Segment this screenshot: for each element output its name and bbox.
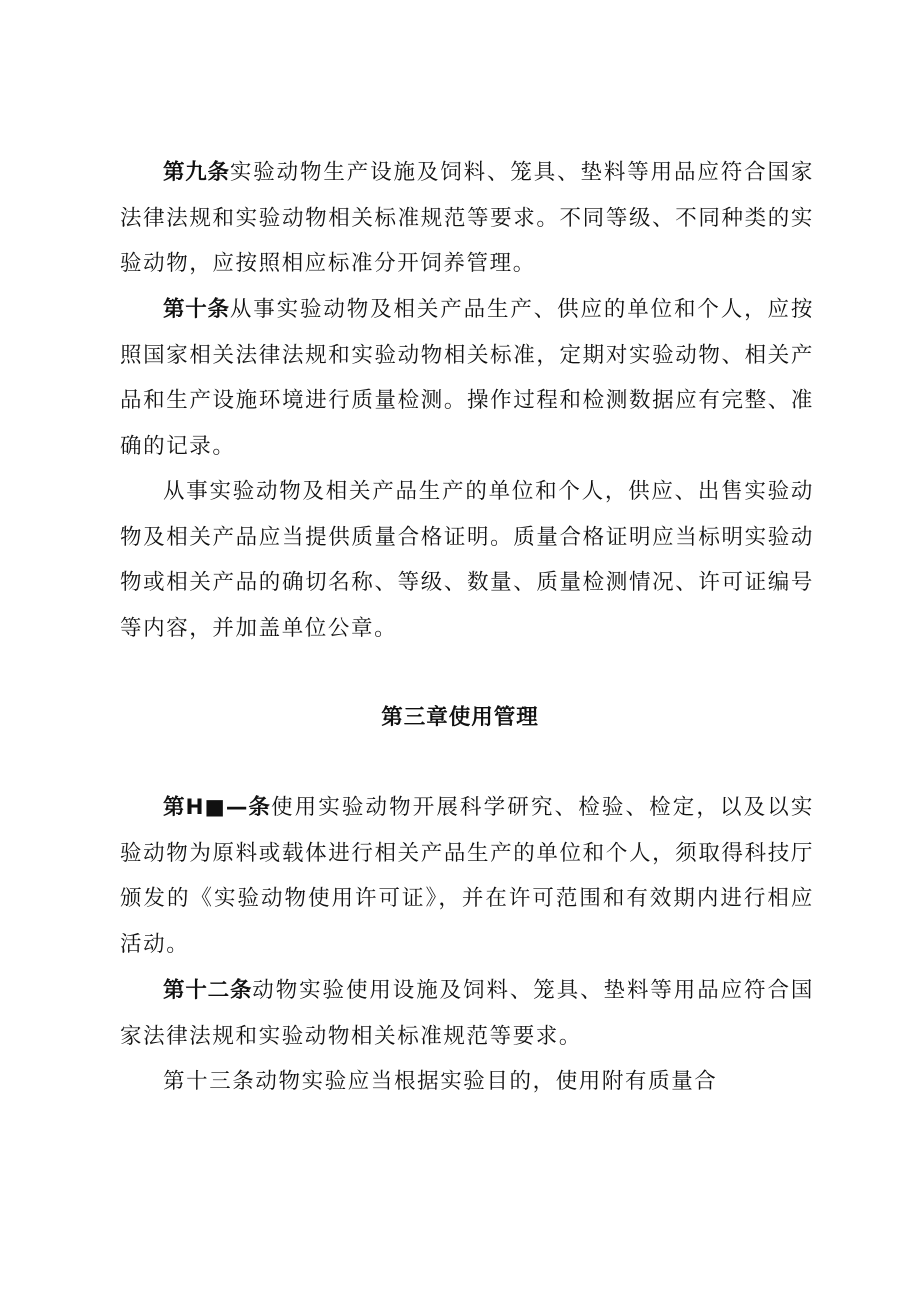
article-13 [120,1059,814,1105]
article-12-label: 第十二条 [163,978,253,1003]
article-10-label: 第十条 [163,297,230,322]
article-10 [120,287,814,469]
article-12-text: 动物实验使用设施及饲料、笼具、垫料等用品应符合国家法律法规和实验动物相关标准规范等要求。 [120,978,814,1049]
article-10-paragraph-2-text: 从事实验动物及相关产品生产的单位和个人，供应、出售实验动物及相关产品应当提供质量合格证明。质量合格证明应当标明实验动物或相关产品的确切名称、等级、数量、质量检测情况、许可证编号等内容，并加盖单位公章。 [120,479,814,641]
article-9-label: 第九条 [163,160,230,185]
article-10-paragraph-2 [120,469,814,651]
article-10-text: 从事实验动物及相关产品生产、供应的单位和个人，应按照国家相关法律法规和实验动物相关标准，定期对实验动物、相关产品和生产设施环境进行质量检测。操作过程和检测数据应有完整、准确的记录。 [120,297,814,459]
article-11-label: 第H■—条 [163,795,271,820]
article-9 [120,150,814,287]
article-11-text: 使用实验动物开展科学研究、检验、检定，以及以实验动物为原料或载体进行相关产品生产的单位和个人，须取得科技厅颁发的《实验动物使用许可证》，并在许可范围和有效期内进行相应活动。 [120,795,814,957]
chapter-3-title: 第三章使用管理 [381,705,539,730]
article-11 [120,785,814,967]
article-13-text: 第十三条动物实验应当根据实验目的，使用附有质量合 [163,1069,718,1094]
article-9-text: 实验动物生产设施及饲料、笼具、垫料等用品应符合国家法律法规和实验动物相关标准规范等要求。不同等级、不同种类的实验动物，应按照相应标准分开饲养管理。 [120,160,814,276]
article-12 [120,968,814,1059]
